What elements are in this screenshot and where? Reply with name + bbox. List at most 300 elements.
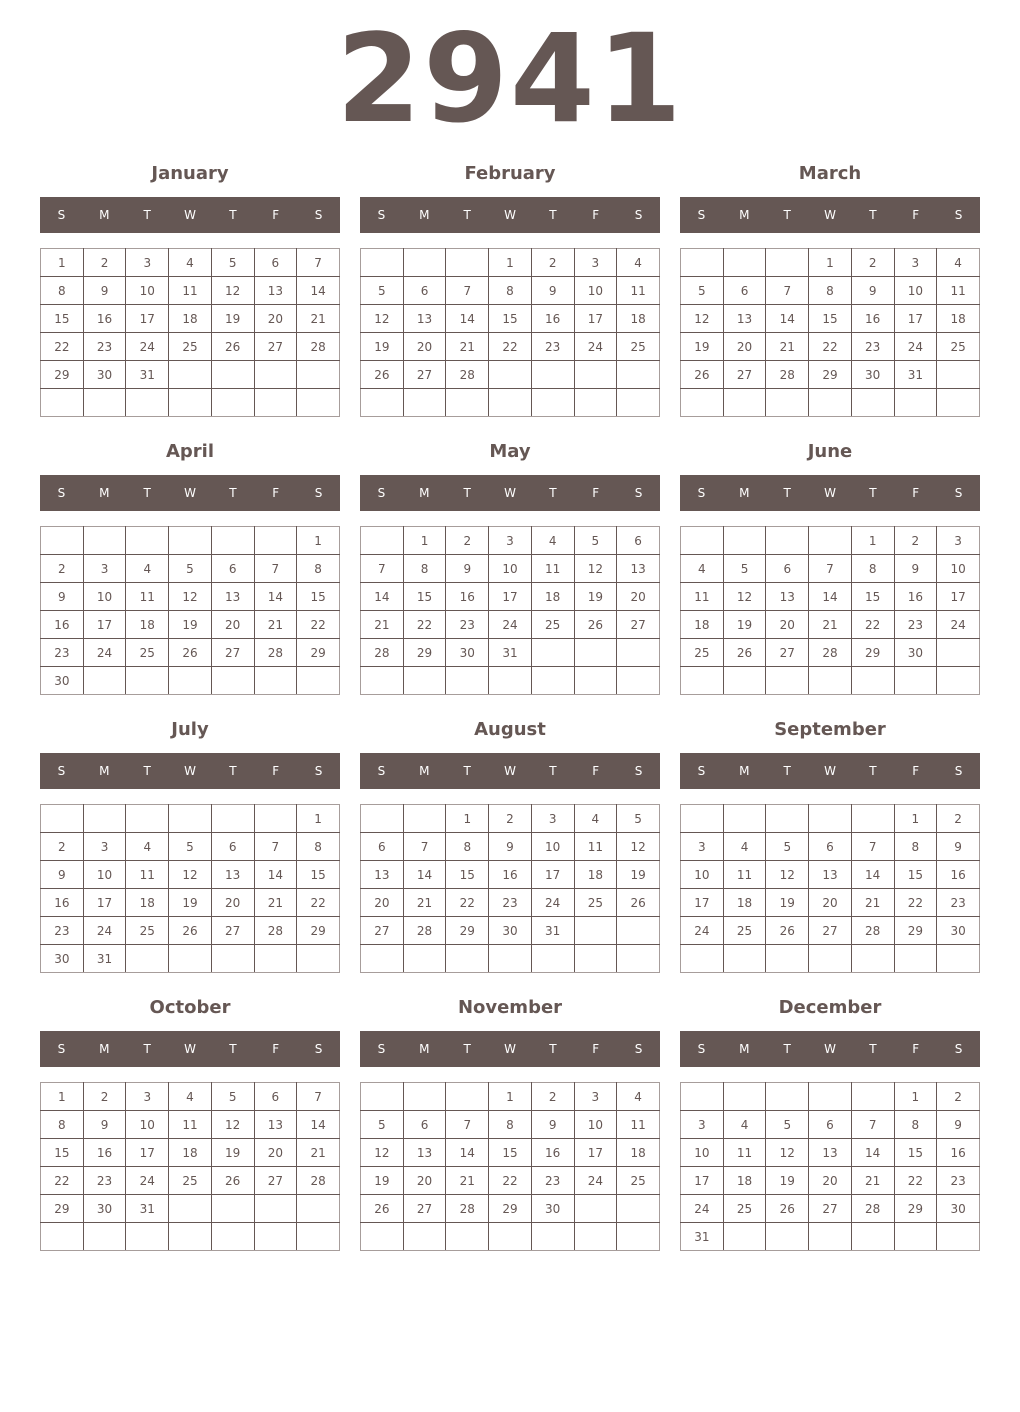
- day-cell: 17: [83, 611, 126, 639]
- day-cell: 29: [489, 1195, 532, 1223]
- week-row: [361, 639, 660, 667]
- day-cell: 14: [446, 1139, 489, 1167]
- day-cell: [403, 667, 446, 695]
- day-cell: 7: [446, 277, 489, 305]
- day-cell: 30: [489, 917, 532, 945]
- month-title: May: [489, 441, 531, 462]
- day-cell: [681, 389, 724, 417]
- day-cell: 29: [809, 361, 852, 389]
- day-cell: 19: [766, 1167, 809, 1195]
- week-row: [361, 889, 660, 917]
- day-cell: [446, 667, 489, 695]
- day-cell: 2: [83, 249, 126, 277]
- day-cell: [403, 389, 446, 417]
- day-cell: 19: [617, 861, 660, 889]
- day-cell: 20: [254, 305, 297, 333]
- day-cell: 5: [211, 1083, 254, 1111]
- day-grid: [360, 804, 660, 973]
- day-cell: [254, 945, 297, 973]
- day-cell: 3: [574, 1083, 617, 1111]
- day-cell: 26: [361, 361, 404, 389]
- day-cell: 26: [211, 1167, 254, 1195]
- weekday-label: F: [912, 208, 920, 222]
- day-cell: [617, 1195, 660, 1223]
- day-cell: 30: [446, 639, 489, 667]
- day-cell: 11: [531, 555, 574, 583]
- day-cell: 15: [489, 305, 532, 333]
- day-cell: 20: [809, 889, 852, 917]
- day-cell: 20: [211, 611, 254, 639]
- week-row: [41, 1167, 340, 1195]
- day-cell: 7: [809, 555, 852, 583]
- day-cell: [766, 805, 809, 833]
- week-row: [681, 805, 980, 833]
- day-cell: 21: [297, 1139, 340, 1167]
- day-cell: 2: [937, 1083, 980, 1111]
- day-cell: 7: [254, 555, 297, 583]
- weekday-header-bar: [40, 197, 340, 233]
- day-cell: 28: [254, 639, 297, 667]
- day-cell: [361, 527, 404, 555]
- weekday-header-bar: [680, 197, 980, 233]
- day-cell: [297, 1195, 340, 1223]
- weekday-label: S: [954, 764, 963, 778]
- day-cell: [361, 1083, 404, 1111]
- day-cell: [617, 639, 660, 667]
- day-cell: 14: [254, 583, 297, 611]
- month-title: April: [165, 441, 215, 462]
- day-cell: [297, 389, 340, 417]
- day-grid: [40, 1082, 340, 1251]
- day-cell: [211, 527, 254, 555]
- day-cell: 23: [83, 1167, 126, 1195]
- day-cell: [361, 667, 404, 695]
- day-cell: 28: [446, 361, 489, 389]
- day-cell: 8: [894, 1111, 937, 1139]
- day-cell: 5: [169, 833, 212, 861]
- day-cell: 23: [531, 1167, 574, 1195]
- day-cell: 9: [489, 833, 532, 861]
- day-cell: 18: [574, 861, 617, 889]
- day-cell: [361, 249, 404, 277]
- day-cell: 16: [937, 861, 980, 889]
- day-cell: 25: [723, 917, 766, 945]
- day-cell: 10: [126, 1111, 169, 1139]
- week-row: [361, 1111, 660, 1139]
- day-cell: 15: [297, 583, 340, 611]
- day-cell: 14: [766, 305, 809, 333]
- day-cell: 1: [403, 527, 446, 555]
- weekday-label: S: [57, 764, 66, 778]
- day-cell: 16: [83, 1139, 126, 1167]
- day-cell: 9: [83, 277, 126, 305]
- day-cell: [211, 1223, 254, 1251]
- day-cell: 23: [851, 333, 894, 361]
- day-cell: [809, 805, 852, 833]
- weekday-label: W: [504, 208, 516, 222]
- day-cell: 10: [681, 1139, 724, 1167]
- day-cell: 22: [851, 611, 894, 639]
- day-cell: 2: [489, 805, 532, 833]
- day-cell: 15: [851, 583, 894, 611]
- day-cell: 13: [403, 1139, 446, 1167]
- day-cell: 24: [83, 639, 126, 667]
- day-cell: 26: [681, 361, 724, 389]
- day-cell: [446, 389, 489, 417]
- week-row: [41, 667, 340, 695]
- day-cell: 27: [211, 917, 254, 945]
- day-cell: 21: [851, 889, 894, 917]
- day-cell: [681, 945, 724, 973]
- week-row: [41, 639, 340, 667]
- day-cell: [531, 1223, 574, 1251]
- day-cell: [723, 1083, 766, 1111]
- week-row: [41, 1195, 340, 1223]
- day-cell: 27: [254, 1167, 297, 1195]
- day-cell: [723, 1223, 766, 1251]
- day-cell: 11: [723, 861, 766, 889]
- weekday-label: F: [592, 486, 600, 500]
- weekday-label: T: [783, 1042, 791, 1056]
- day-cell: 4: [937, 249, 980, 277]
- day-cell: [723, 805, 766, 833]
- day-cell: [83, 1223, 126, 1251]
- day-cell: 2: [531, 1083, 574, 1111]
- day-cell: 3: [681, 833, 724, 861]
- month-title: September: [774, 719, 886, 740]
- weekday-label: M: [419, 1042, 430, 1056]
- day-cell: 12: [211, 1111, 254, 1139]
- day-cell: 26: [617, 889, 660, 917]
- weekday-label: T: [783, 764, 791, 778]
- day-cell: 28: [403, 917, 446, 945]
- weekday-label: W: [824, 208, 836, 222]
- day-cell: 7: [403, 833, 446, 861]
- day-cell: [531, 639, 574, 667]
- day-cell: 7: [766, 277, 809, 305]
- day-cell: 9: [446, 555, 489, 583]
- day-cell: 10: [681, 861, 724, 889]
- week-row: [681, 1139, 980, 1167]
- day-cell: 15: [809, 305, 852, 333]
- day-cell: [809, 1083, 852, 1111]
- day-cell: 16: [531, 305, 574, 333]
- weekday-header-bar: [680, 1031, 980, 1067]
- day-cell: 10: [937, 555, 980, 583]
- weekday-label: M: [739, 1042, 750, 1056]
- day-cell: [403, 805, 446, 833]
- day-cell: 18: [937, 305, 980, 333]
- weekday-label: F: [912, 486, 920, 500]
- day-cell: 5: [723, 555, 766, 583]
- day-grid: [40, 526, 340, 695]
- day-cell: 31: [126, 361, 169, 389]
- week-row: [361, 1083, 660, 1111]
- day-cell: 17: [531, 861, 574, 889]
- day-cell: [809, 667, 852, 695]
- day-cell: 16: [894, 583, 937, 611]
- day-cell: 4: [617, 1083, 660, 1111]
- day-cell: 6: [617, 527, 660, 555]
- day-cell: [681, 805, 724, 833]
- day-cell: 11: [126, 583, 169, 611]
- day-cell: 23: [894, 611, 937, 639]
- day-cell: 14: [297, 277, 340, 305]
- weekday-label: T: [229, 208, 237, 222]
- day-cell: [361, 389, 404, 417]
- day-grid: [680, 248, 980, 417]
- day-cell: 8: [851, 555, 894, 583]
- day-cell: [851, 1223, 894, 1251]
- weekday-label: F: [912, 764, 920, 778]
- day-cell: [254, 361, 297, 389]
- day-cell: 11: [169, 1111, 212, 1139]
- day-cell: 12: [361, 1139, 404, 1167]
- day-cell: [297, 667, 340, 695]
- weekday-label: T: [143, 1042, 151, 1056]
- day-cell: 18: [169, 1139, 212, 1167]
- day-cell: 24: [574, 333, 617, 361]
- week-row: [41, 1083, 340, 1111]
- day-cell: [723, 527, 766, 555]
- day-cell: 2: [851, 249, 894, 277]
- day-cell: 30: [83, 361, 126, 389]
- day-cell: [489, 945, 532, 973]
- week-row: [681, 1083, 980, 1111]
- day-cell: [403, 945, 446, 973]
- day-cell: [169, 805, 212, 833]
- day-cell: 3: [937, 527, 980, 555]
- day-cell: 21: [254, 889, 297, 917]
- day-cell: 19: [361, 333, 404, 361]
- day-cell: 24: [83, 917, 126, 945]
- day-cell: 28: [851, 1195, 894, 1223]
- day-cell: 15: [41, 305, 84, 333]
- day-cell: [574, 389, 617, 417]
- day-cell: 2: [41, 555, 84, 583]
- day-cell: 22: [894, 889, 937, 917]
- day-cell: 22: [894, 1167, 937, 1195]
- day-cell: 30: [851, 361, 894, 389]
- day-cell: [681, 527, 724, 555]
- week-row: [361, 1167, 660, 1195]
- day-cell: [489, 667, 532, 695]
- day-cell: 22: [489, 1167, 532, 1195]
- day-cell: 24: [126, 333, 169, 361]
- day-cell: 9: [851, 277, 894, 305]
- week-row: [41, 527, 340, 555]
- day-cell: [531, 361, 574, 389]
- day-cell: [851, 945, 894, 973]
- day-cell: 11: [126, 861, 169, 889]
- day-cell: 26: [766, 917, 809, 945]
- weekday-label: T: [549, 486, 557, 500]
- day-cell: 7: [446, 1111, 489, 1139]
- day-cell: 9: [83, 1111, 126, 1139]
- day-cell: [574, 1195, 617, 1223]
- weekday-label: S: [377, 764, 386, 778]
- day-cell: 17: [681, 1167, 724, 1195]
- day-cell: 6: [361, 833, 404, 861]
- day-cell: [531, 667, 574, 695]
- weekday-label: M: [99, 208, 110, 222]
- day-cell: 2: [83, 1083, 126, 1111]
- weekday-header-bar: [680, 475, 980, 511]
- weekday-label: S: [634, 764, 643, 778]
- week-row: [41, 611, 340, 639]
- day-cell: [169, 389, 212, 417]
- day-cell: [297, 1223, 340, 1251]
- day-cell: 6: [254, 1083, 297, 1111]
- week-row: [361, 1195, 660, 1223]
- day-cell: 10: [894, 277, 937, 305]
- day-cell: 21: [809, 611, 852, 639]
- day-cell: 8: [489, 1111, 532, 1139]
- day-cell: 29: [41, 1195, 84, 1223]
- week-row: [681, 611, 980, 639]
- day-cell: 16: [41, 889, 84, 917]
- weekday-label: S: [634, 208, 643, 222]
- day-cell: [41, 1223, 84, 1251]
- month-title: November: [457, 997, 563, 1018]
- week-row: [681, 361, 980, 389]
- day-cell: [211, 389, 254, 417]
- day-cell: 13: [361, 861, 404, 889]
- weekday-label: W: [184, 486, 196, 500]
- day-cell: [83, 527, 126, 555]
- day-cell: 28: [254, 917, 297, 945]
- week-row: [681, 945, 980, 973]
- day-cell: 3: [83, 833, 126, 861]
- day-cell: [574, 361, 617, 389]
- year-title: 2941: [336, 8, 684, 150]
- day-cell: 29: [894, 917, 937, 945]
- day-cell: 12: [169, 583, 212, 611]
- weekday-label: F: [272, 208, 280, 222]
- day-cell: 9: [41, 583, 84, 611]
- day-cell: [766, 1223, 809, 1251]
- day-cell: [83, 389, 126, 417]
- day-cell: [169, 1195, 212, 1223]
- day-cell: 6: [809, 1111, 852, 1139]
- day-cell: 14: [403, 861, 446, 889]
- day-cell: [446, 1083, 489, 1111]
- weekday-label: S: [314, 764, 323, 778]
- weekday-label: T: [783, 208, 791, 222]
- day-cell: 21: [403, 889, 446, 917]
- day-cell: 24: [894, 333, 937, 361]
- day-cell: 12: [617, 833, 660, 861]
- day-cell: 16: [83, 305, 126, 333]
- week-row: [361, 583, 660, 611]
- day-cell: [766, 527, 809, 555]
- day-cell: 27: [809, 1195, 852, 1223]
- weekday-label: S: [697, 764, 706, 778]
- day-cell: 30: [937, 1195, 980, 1223]
- day-cell: 27: [361, 917, 404, 945]
- day-cell: 18: [531, 583, 574, 611]
- day-cell: 25: [126, 917, 169, 945]
- day-cell: 25: [937, 333, 980, 361]
- day-cell: 13: [254, 1111, 297, 1139]
- day-cell: 20: [403, 1167, 446, 1195]
- day-cell: [489, 1223, 532, 1251]
- day-cell: 31: [489, 639, 532, 667]
- week-row: [361, 527, 660, 555]
- day-cell: 18: [617, 305, 660, 333]
- week-row: [41, 833, 340, 861]
- month-title: July: [171, 719, 209, 740]
- weekday-label: S: [377, 208, 386, 222]
- day-cell: 3: [681, 1111, 724, 1139]
- day-cell: 21: [446, 333, 489, 361]
- weekday-label: S: [697, 208, 706, 222]
- day-cell: [446, 945, 489, 973]
- day-cell: 22: [41, 333, 84, 361]
- weekday-label: T: [869, 1042, 877, 1056]
- day-cell: 11: [617, 277, 660, 305]
- week-row: [681, 249, 980, 277]
- week-row: [681, 639, 980, 667]
- day-cell: 13: [723, 305, 766, 333]
- weekday-label: S: [697, 486, 706, 500]
- weekday-label: F: [272, 486, 280, 500]
- day-cell: 22: [41, 1167, 84, 1195]
- day-cell: [254, 1223, 297, 1251]
- day-cell: [126, 389, 169, 417]
- day-cell: [531, 945, 574, 973]
- day-cell: 9: [894, 555, 937, 583]
- day-cell: 20: [723, 333, 766, 361]
- day-cell: 17: [937, 583, 980, 611]
- weekday-label: F: [272, 1042, 280, 1056]
- day-cell: 31: [83, 945, 126, 973]
- day-cell: 20: [211, 889, 254, 917]
- day-cell: 20: [617, 583, 660, 611]
- day-cell: [169, 1223, 212, 1251]
- day-cell: 16: [446, 583, 489, 611]
- day-cell: 9: [937, 1111, 980, 1139]
- week-row: [41, 1139, 340, 1167]
- day-cell: [169, 945, 212, 973]
- weekday-label: T: [143, 764, 151, 778]
- day-cell: 4: [723, 1111, 766, 1139]
- day-cell: 11: [723, 1139, 766, 1167]
- day-cell: 5: [361, 1111, 404, 1139]
- day-cell: 9: [531, 277, 574, 305]
- day-cell: 14: [361, 583, 404, 611]
- day-cell: [126, 1223, 169, 1251]
- day-cell: [851, 805, 894, 833]
- week-row: [681, 861, 980, 889]
- day-cell: 7: [297, 1083, 340, 1111]
- day-cell: 21: [254, 611, 297, 639]
- day-cell: [937, 945, 980, 973]
- day-cell: [169, 527, 212, 555]
- weekday-label: S: [314, 208, 323, 222]
- weekday-label: W: [824, 764, 836, 778]
- day-cell: 21: [766, 333, 809, 361]
- day-cell: 23: [937, 1167, 980, 1195]
- month-title: June: [807, 441, 853, 462]
- weekday-label: S: [314, 486, 323, 500]
- day-cell: 9: [937, 833, 980, 861]
- day-cell: 4: [617, 249, 660, 277]
- day-cell: 11: [617, 1111, 660, 1139]
- week-row: [41, 389, 340, 417]
- day-cell: 6: [254, 249, 297, 277]
- day-grid: [680, 804, 980, 973]
